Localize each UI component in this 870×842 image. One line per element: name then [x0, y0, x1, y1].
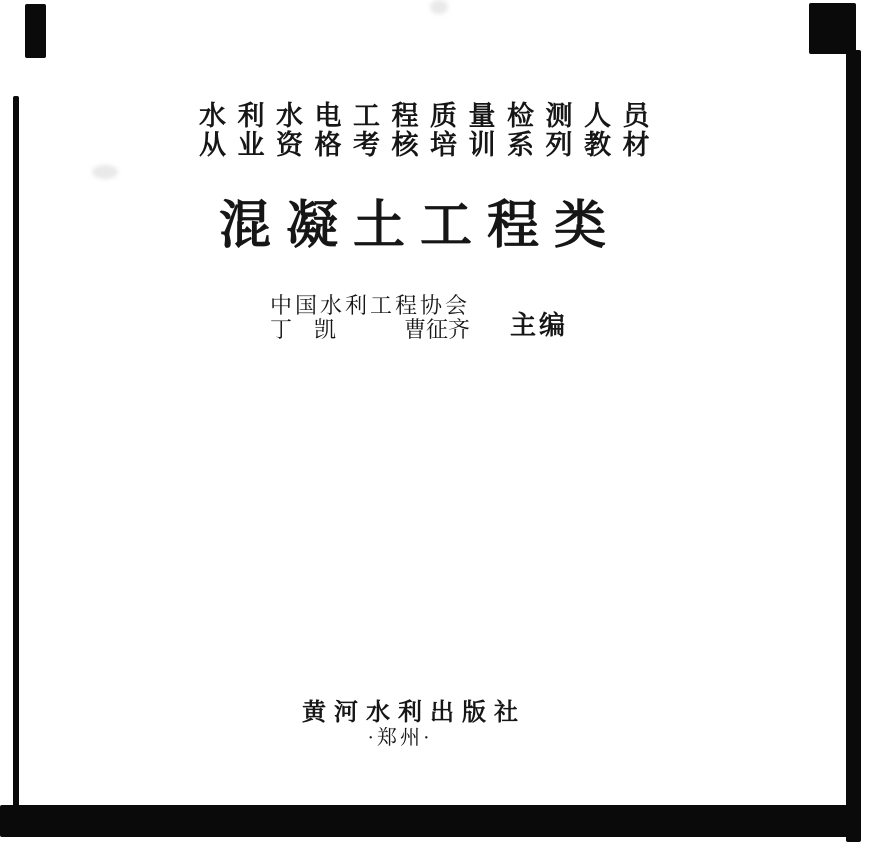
scan-artifact-top-right [809, 3, 856, 54]
series-title-line-2: 从业资格考核培训系列教材 [199, 130, 661, 160]
editor-name: 曹征齐 [404, 317, 471, 342]
editor-name: 丁 [269, 317, 292, 342]
scan-artifact-right-bar [846, 50, 861, 842]
editors-line [270, 318, 470, 342]
publisher-name: 黄河水利出版社 [302, 700, 526, 726]
scan-smudge [92, 165, 118, 179]
editor-role-label: 主编 [509, 309, 568, 340]
author-organization: 中国水利工程协会 [269, 293, 470, 318]
editor-name: 凯 [314, 317, 337, 342]
byline-names [270, 294, 470, 342]
scan-artifact-top-left [25, 4, 46, 58]
byline-block [0, 294, 838, 342]
book-title: 混凝土工程类 [218, 197, 621, 255]
series-title-line-1: 水利水电工程质量检测人员 [199, 101, 661, 131]
publisher-city: ·郑州· [367, 727, 433, 749]
scan-smudge [430, 0, 448, 14]
scan-artifact-bottom-bar [0, 805, 861, 837]
